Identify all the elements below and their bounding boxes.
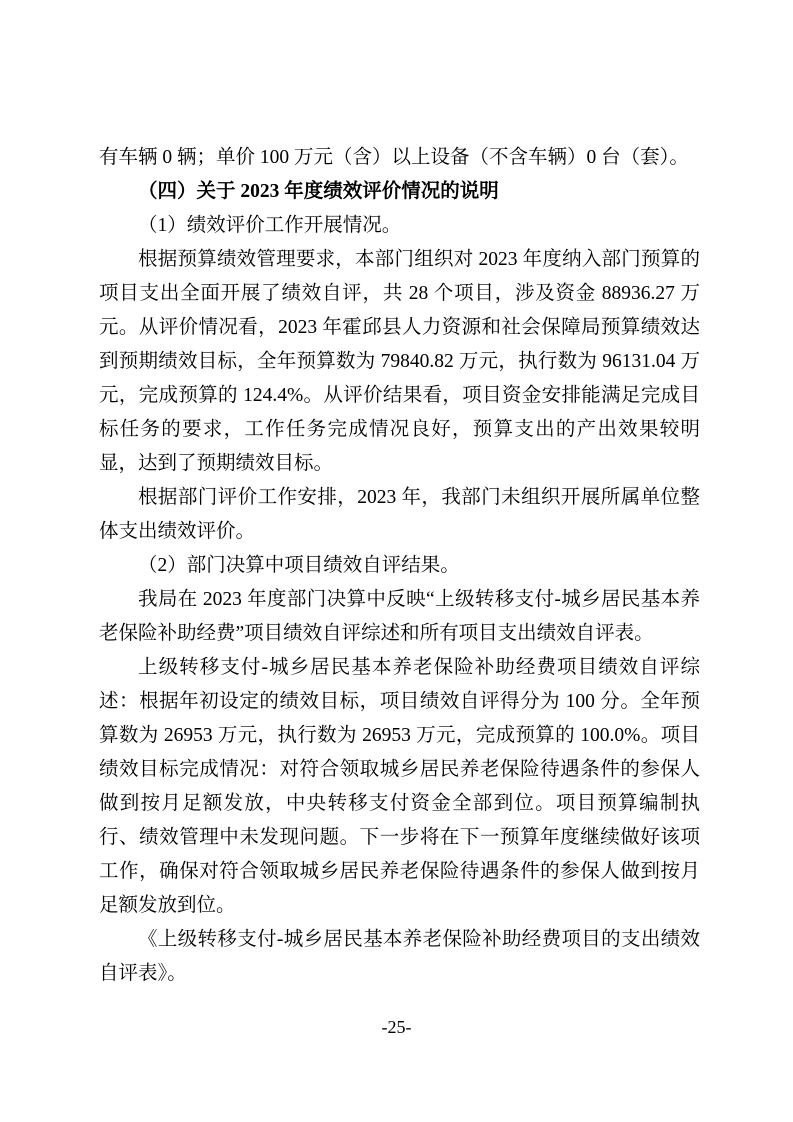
paragraph-self-evaluation-table: 《上级转移支付-城乡居民基本养老保险补助经费项目的支出绩效自评表》。: [99, 929, 700, 984]
page-number: -25-: [381, 1017, 412, 1037]
paragraph-transfer-payment-detail: 上级转移支付-城乡居民基本养老保险补助经费项目绩效自评综述：根据年初设定的绩效目标，项目绩效自评得分为 100 分。全年预算数为 26953 万元，执行数为 26953 万元，完成预算的 100.0%。项目绩效目标完成情况：对符合领取城乡居民养老保险待遇条件的参保人做到按月足额发放，中央转移支付资金全部到位。项目预算编制执行、绩效管理中未发现问题。下一步将在下一预算年度继续做好该项工作，确保对符合领取城乡居民养老保险待遇条件的参保人做到按月足额发放到位。: [99, 657, 700, 916]
subsection-heading-1: （1）绩效评价工作开展情况。: [138, 215, 402, 236]
paragraph-department-evaluation: 根据部门评价工作安排，2023 年，我部门未组织开展所属单位整体支出绩效评价。: [99, 487, 700, 542]
section-heading: （四）关于 2023 年度绩效评价情况的说明: [138, 181, 499, 202]
paragraph-continuation: 有车辆 0 辆；单价 100 万元（含）以上设备（不含车辆）0 台（套）。: [99, 147, 689, 168]
paragraph-evaluation-overview: 根据预算绩效管理要求，本部门组织对 2023 年度纳入部门预算的项目支出全面开展了绩效自评，共 28 个项目，涉及资金 88936.27 万元。从评价情况看，2023 年霍邱县人力资源和社会保障局预算绩效达到预期绩效目标，全年预算数为 79840.82 万元，执行数为 96131.04 万元，完成预算的 124.4%。从评价结果看，项目资金安排能满足完成目标任务的要求，工作任务完成情况良好，预算支出的产出效果较明显，达到了预期绩效目标。: [99, 249, 700, 474]
document-body: [99, 141, 700, 991]
paragraph-self-evaluation-reflect: 我局在 2023 年度部门决算中反映“上级转移支付-城乡居民基本养老保险补助经费”项目绩效自评综述和所有项目支出绩效自评表。: [99, 589, 700, 644]
subsection-heading-2: （2）部门决算中项目绩效自评结果。: [138, 555, 460, 576]
